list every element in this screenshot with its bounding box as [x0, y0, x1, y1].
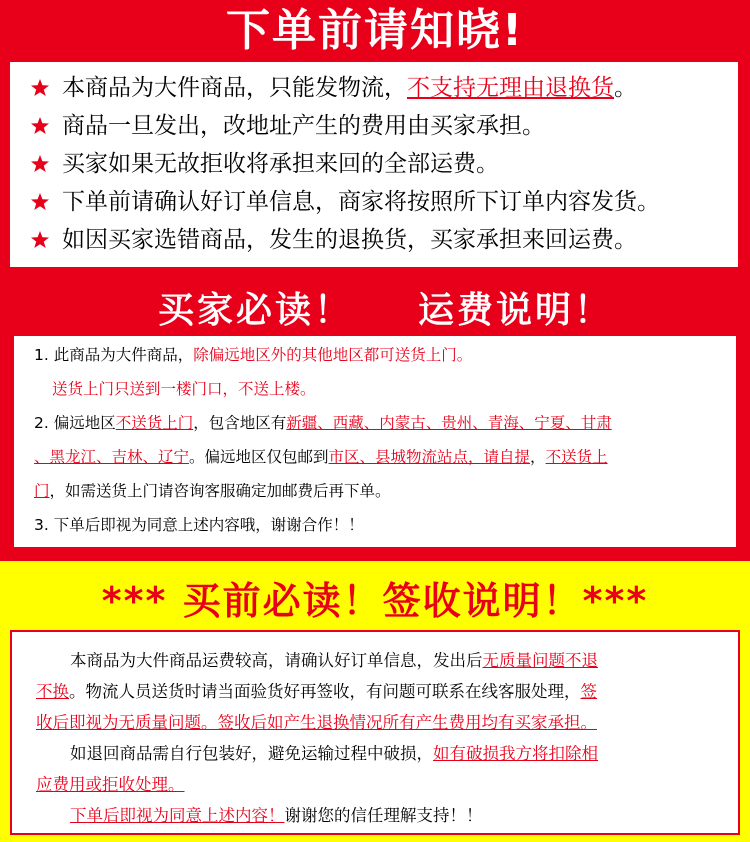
shipping-line [34, 406, 736, 440]
shipping-red-text: 门 [34, 482, 50, 500]
shipping-text: 。偏远地区仅包邮到 [189, 448, 329, 466]
shipping-line [34, 338, 736, 372]
shipping-text: ，包含地区有 [193, 414, 287, 432]
notice-text: 如因买家选错商品，发生的退换货，买家承担来回运费。 [62, 227, 637, 253]
signing-line [36, 707, 750, 738]
shipping-regions: 新疆、西藏、内蒙古、贵州、青海、宁夏、甘肃 [286, 414, 612, 432]
signing-line [36, 676, 750, 707]
signing-red-text: 不换 [36, 682, 69, 701]
shipping-box [14, 336, 736, 547]
signing-line [70, 738, 750, 769]
signing-red-text: 收后即视为无质量问题。签收后如产生退换情况所有产生费用均有买家承担。 [36, 713, 597, 732]
star-icon [30, 230, 50, 250]
notice-box [10, 62, 738, 267]
shipping-red-text: 不送货上 [545, 448, 608, 466]
shipping-text: 1. 此商品为大件商品， [34, 346, 194, 364]
shipping-text: 2. 偏远地区 [34, 414, 116, 432]
signing-red-text: 下单后即视为同意上述内容！ [70, 806, 285, 825]
star-icon [30, 154, 50, 174]
shipping-line: 3. 下单后即视为同意上述内容哦，谢谢合作！！ [34, 516, 364, 534]
signing-text: 谢谢您的信任理解支持！！ [284, 806, 483, 825]
signing-box [10, 630, 740, 835]
shipping-red-text: 市区、县城物流站点，请自提 [328, 448, 531, 466]
shipping-line [52, 372, 736, 406]
shipping-text: ，如需送货上门请咨询客服确定加邮费后再下单。 [49, 482, 391, 500]
signing-red-text: 应费用或拒收处理。 [36, 775, 185, 794]
shipping-line [34, 474, 736, 508]
notice-item [10, 222, 738, 258]
notice-item [10, 70, 738, 106]
shipping-red-text: 送货上门只送到一楼门口，不送上楼。 [52, 380, 316, 398]
notice-text: 下单前请确认好订单信息，商家将按照所下订单内容发货。 [62, 189, 660, 215]
notice-item [10, 108, 738, 144]
signing-line [70, 800, 750, 831]
star-icon [30, 78, 50, 98]
shipping-text: ， [530, 448, 546, 466]
notice-highlight: 不支持无理由退换货 [407, 75, 614, 101]
notice-section [0, 0, 750, 283]
star-icon [30, 116, 50, 136]
signing-text: 本商品为大件商品运费较高，请确认好订单信息，发出后 [70, 651, 483, 670]
shipping-title-left: 买家必读！ [158, 290, 354, 331]
signing-red-text: 如有破损我方将扣除相 [433, 744, 598, 763]
notice-text: 本商品为大件商品，只能发物流， [62, 75, 407, 101]
shipping-regions: 、黑龙江、吉林、辽宁 [34, 448, 190, 466]
signing-red-text: 无质量问题不退 [482, 651, 598, 670]
notice-item [10, 146, 738, 182]
signing-text: 如退回商品需自行包装好，避免运输过程中破损， [70, 744, 433, 763]
shipping-red-text: 不送货上门 [115, 414, 194, 432]
signing-title: *** 买前必读！签收说明！*** [101, 579, 649, 623]
notice-text: 买家如果无故拒收将承担来回的全部运费。 [62, 151, 499, 177]
shipping-line [34, 440, 736, 474]
notice-item [10, 184, 738, 220]
signing-text: 。物流人员送货时请当面验货好再签收，有问题可联系在线客服处理， [69, 682, 581, 701]
shipping-section [0, 283, 750, 561]
notice-title: 下单前请知晓! [225, 5, 525, 56]
signing-line [70, 645, 750, 676]
shipping-title-right: 运费说明！ [418, 290, 614, 331]
signing-line [36, 769, 750, 800]
signing-red-text: 签 [580, 682, 597, 701]
notice-text: 商品一旦发出，改地址产生的费用由买家承担。 [62, 113, 545, 139]
notice-tail: 。 [614, 75, 637, 101]
signing-section [0, 561, 750, 842]
star-icon [30, 192, 50, 212]
shipping-red-text: 除偏远地区外的其他地区都可送货上门。 [193, 346, 473, 364]
